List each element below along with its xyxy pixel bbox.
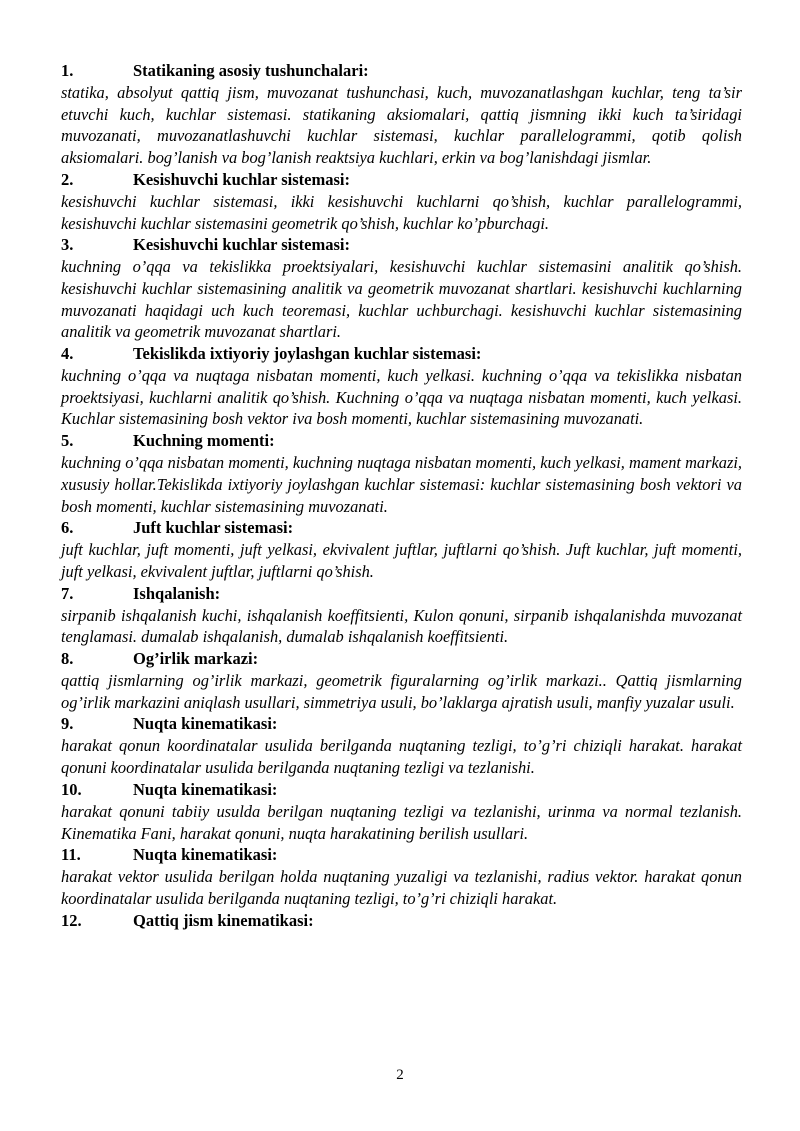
section-body: harakat qonuni tabiiy usulda berilgan nuqtaning tezligi va tezlanishi, urinma va normal tezlanish. Kinematika Fani, harakat qonuni, nuqta harakatining berilish usullari.: [61, 801, 742, 843]
section-1: [61, 60, 742, 169]
section-number: 6.: [61, 518, 74, 538]
section-body: juft kuchlar, juft momenti, juft yelkasi, ekvivalent juftlar, juftlarni qo’shish. Juft kuchlar, juft momenti, juft yelkasi, ekvivalent juftlar, juftlarni qo’shish.: [61, 540, 742, 581]
section-title: Qattiq jism kinematikasi:: [133, 910, 314, 930]
section-heading: [61, 910, 742, 932]
section-heading: [61, 713, 742, 735]
page-number: 2: [396, 1067, 404, 1083]
section-body: statika, absolyut qattiq jism, muvozanat tushunchasi, kuch, muvozanatlashgan kuchlar, teng ta’sir etuvchi kuch, kuchlar sistemasi. statikaning aksiomalari, qattiq jismning ikki kuch ta’siridagi muvozanati, muvozanatlashuvchi kuchlar sistemasi, kuchlar parallelogrammi, qotib qolish aksiomalari. bog’lanish va bog’lanish reaktsiya kuchlari, erkin va bog’lanishdagi jismlar.: [61, 83, 742, 168]
section-body: qattiq jismlarning og’irlik markazi, geometrik figuralarning og’irlik markazi.. Qattiq jismlarning og’irlik markazini aniqlash usullari, simmetriya usuli, bo’laklarga ajratish usuli, manfiy yuzalar usuli.: [61, 671, 742, 712]
section-title: Nuqta kinematikasi:: [133, 845, 278, 865]
section-title: Nuqta kinematikasi:: [133, 714, 278, 734]
section-title: Tekislikda ixtiyoriy joylashgan kuchlar sistemasi:: [133, 344, 482, 364]
section-number: 5.: [61, 431, 74, 451]
section-3: [61, 234, 742, 343]
section-title: Og’irlik markazi:: [133, 649, 259, 669]
section-12: [61, 910, 742, 932]
section-title: Kuchning momenti:: [133, 431, 275, 451]
section-body: kuchning o’qqa nisbatan momenti, kuchning nuqtaga nisbatan momenti, kuch yelkasi, mament markazi, xususiy hollar.Tekislikda ixtiyoriy joylashgan kuchlar sistemasi: kuchlar sistemasining bosh vektori va bosh momenti, kuchlar sistemasining muvozanati.: [61, 453, 742, 516]
section-title: Kesishuvchi kuchlar sistemasi:: [133, 235, 350, 255]
section-10: [61, 779, 742, 844]
section-heading: [61, 234, 742, 256]
section-title: Juft kuchlar sistemasi:: [133, 518, 294, 538]
section-heading: [61, 583, 742, 605]
section-8: [61, 648, 742, 713]
section-heading: [61, 517, 742, 539]
section-heading: [61, 343, 742, 365]
section-heading: [61, 648, 742, 670]
section-body: kesishuvchi kuchlar sistemasi, ikki kesishuvchi kuchlarni qo’shish, kuchlar parallelogrammi, kesishuvchi kuchlar sistemasini geometrik qo’shish, kuchlar ko’pburchagi.: [61, 191, 742, 233]
section-6: [61, 517, 742, 582]
section-title: Ishqalanish:: [133, 583, 221, 603]
section-9: [61, 713, 742, 778]
section-number: 12.: [61, 910, 82, 930]
section-heading: [61, 169, 742, 191]
section-title: Nuqta kinematikasi:: [133, 779, 278, 799]
section-number: 8.: [61, 649, 74, 669]
section-heading: [61, 60, 742, 82]
section-body: harakat qonun koordinatalar usulida berilganda nuqtaning tezligi, to’g’ri chiziqli harakat. harakat qonuni koordinatalar usulida berilganda nuqtaning tezligi va tezlanishi.: [61, 736, 742, 778]
section-number: 1.: [61, 61, 74, 80]
section-body: harakat vektor usulida berilgan holda nuqtaning yuzaligi va tezlanishi, radius vektor. harakat qonun koordinatalar usulida berilganda nuqtaning tezligi, to’g’ri chiziqli harakat.: [61, 867, 742, 908]
section-number: 9.: [61, 714, 74, 734]
section-7: [61, 583, 742, 648]
section-heading: [61, 430, 742, 452]
section-body: kuchning o’qqa va tekislikka proektsiyalari, kesishuvchi kuchlar sistemasini analitik qo’shish. kesishuvchi kuchlar sistemasining analitik va geometrik muvozanat shartlari. kesishuvchi kuchlarning muvozanati haqidagi uch kuch teoremasi, kuchlar uchburchagi. kesishuvchi kuchlar sistemasining analitik va geometrik muvozanat shartlari.: [61, 257, 742, 342]
section-number: 3.: [61, 235, 74, 255]
section-number: 11.: [61, 845, 81, 865]
section-number: 7.: [61, 583, 74, 603]
section-5: [61, 430, 742, 517]
section-number: 10.: [61, 779, 82, 799]
document-page: [61, 60, 742, 932]
section-number: 4.: [61, 344, 74, 364]
section-heading: [61, 844, 742, 866]
section-title: Statikaning asosiy tushunchalari:: [133, 61, 369, 80]
section-body: sirpanib ishqalanish kuchi, ishqalanish koeffitsienti, Kulon qonuni, sirpanib ishqalanishda muvozanat tenglamasi. dumalab ishqalanish, dumalab ishqalanish koeffitsienti.: [61, 605, 742, 647]
section-body: kuchning o’qqa va nuqtaga nisbatan momenti, kuch yelkasi. kuchning o’qqa va tekislikka nisbatan proektsiyasi, kuchlarni analitik qo’shish. Kuchning o’qqa va nuqtaga nisbatan momenti, kuch yelkasi. Kuchlar sistemasining bosh vektor iva bosh momenti, kuchlar sistemasining muvozanati.: [61, 366, 742, 429]
section-11: [61, 844, 742, 909]
section-number: 2.: [61, 169, 74, 189]
section-title: Kesishuvchi kuchlar sistemasi:: [133, 169, 350, 189]
section-4: [61, 343, 742, 430]
section-heading: [61, 779, 742, 801]
section-2: [61, 169, 742, 234]
